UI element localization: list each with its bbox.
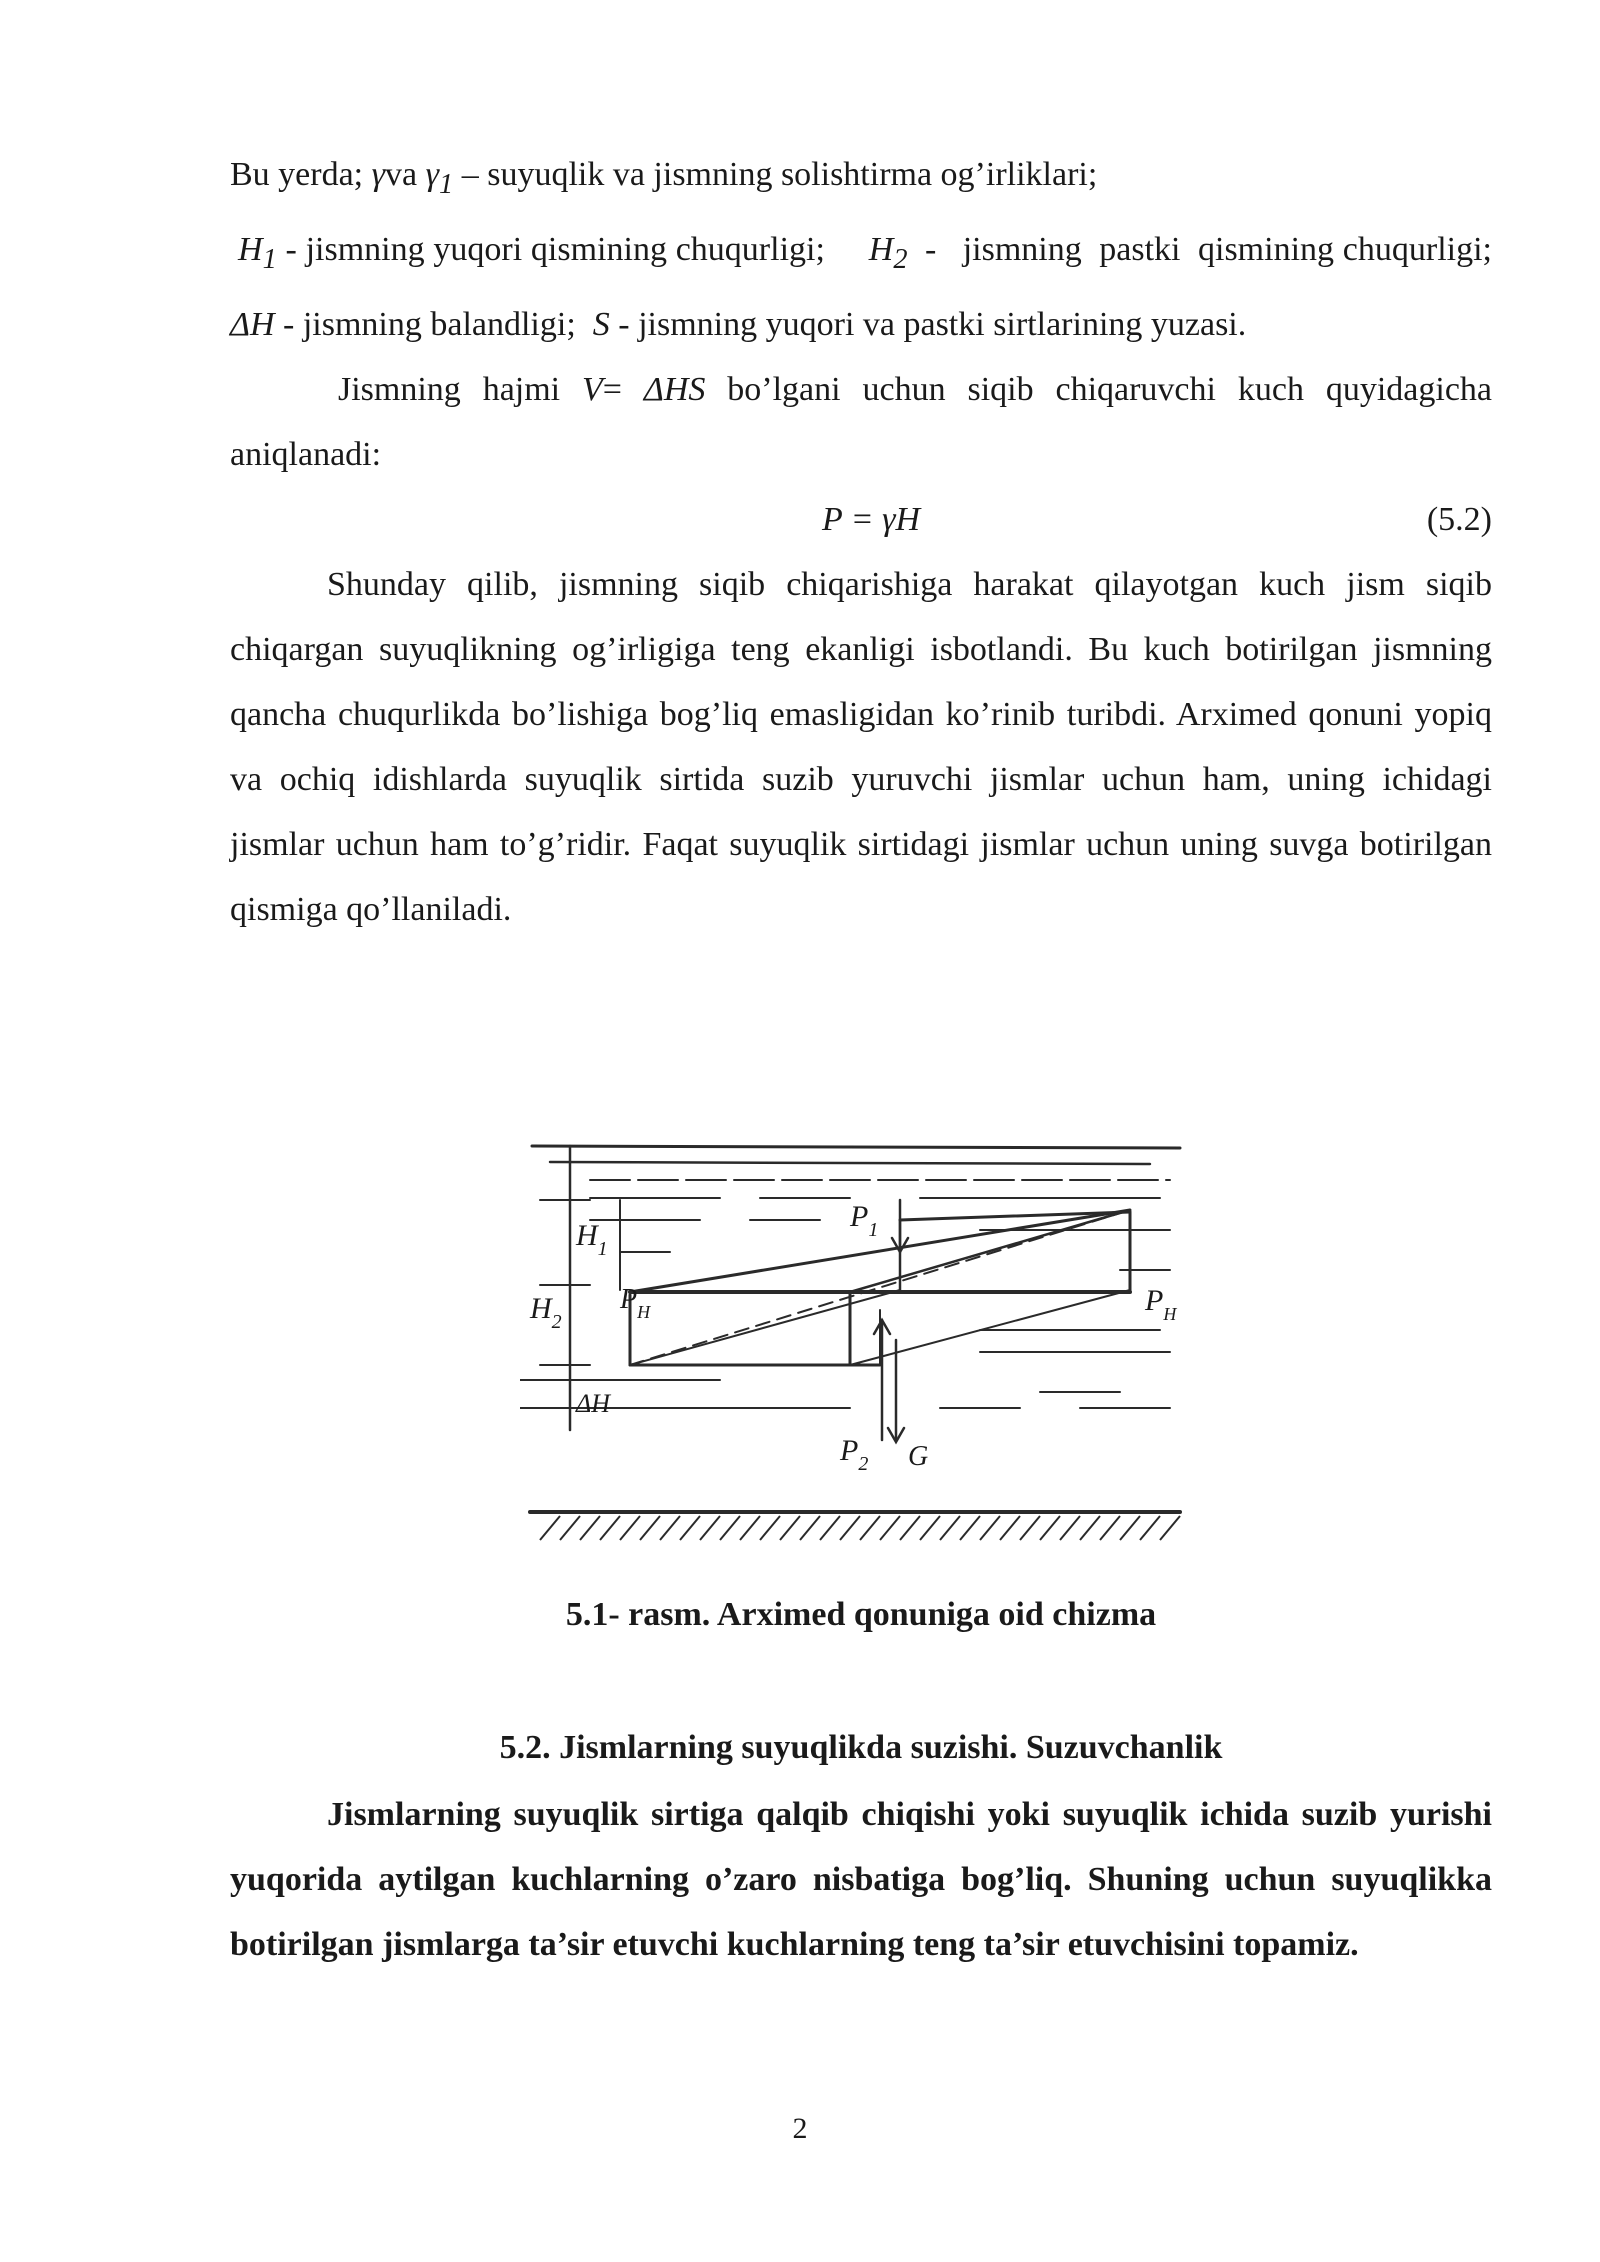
definition-line-1 [230,142,1492,217]
page-number: 2 [792,2112,808,2145]
label-g: G [908,1441,929,1472]
pressure-diagram-line [630,1210,1130,1292]
s-symbol: S [592,305,610,343]
text-span: Bu yerda; [230,156,372,193]
label-delta-h: ΔH [576,1389,611,1418]
label-pr: $P_H$ [1145,1284,1177,1324]
paragraph-archimedes: Shunday qilib, jismning siqib chiqarishiga harakat qilayotgan kuch jism siqib chiqargan suyuqlikning og’irligiga teng ekanligi isbotlandi. Bu kuch botirilgan jismning qancha chuqurlikda bo’lishiga bog’liq emasligidan ko’rinib turibdi. Arximed qonuni yopiq va ochiq idishlarda suyuqlik sirtida suzib yuruvchi jismlar uchun ham, uning ichidagi jismlar uchun ham to’g’ridir. Faqat suyuqlik sirtidagi jismlar uchun uning suvga botirilgan qismiga qo’llaniladi. [230,565,1492,928]
label-p2: $P_2$ [840,1434,869,1475]
h2-symbol [868,230,908,275]
pressure-diagram-line [850,1290,1130,1365]
h1-symbol [238,230,277,275]
text-span: - jismning pastki qismining chuqurligi; [907,230,1526,268]
definition-line-2 [230,217,1526,357]
pressure-diagram-line [630,1290,900,1365]
gamma1-symbol [425,156,454,200]
text-span: Jismning hajmi [338,370,583,408]
label-h1: $H_1$ [576,1219,608,1260]
text-span: = [602,370,644,408]
gamma-symbol: γ [371,156,386,193]
label-ph: $P_H$ [620,1284,651,1322]
text-span: - jismning yuqori qismining chuqurligi; [276,230,869,268]
text-span: - jismning yuqori va pastki sirtlarining yuzasi. [609,305,1247,343]
h-char: H [868,230,894,268]
label-h2: $H_2$ [530,1292,562,1333]
text-span: – suyuqlik va jismning solishtirma og’irliklari; [453,156,1098,193]
formula-row [230,487,1492,552]
subscript: 1 [439,168,454,200]
text-span: va [385,156,426,193]
text-span: bo’lgani uchun siqib chiqaruvchi kuch quyidagicha aniqlanadi: [230,370,1492,473]
v-symbol: V [582,370,603,408]
definitions-block [230,142,1526,942]
delta-hs-symbol: ΔHS [643,370,706,408]
bold-paragraph-block [230,1782,1492,1977]
equation-number: (5.2) [1426,500,1492,538]
subscript: 2 [893,243,908,275]
archimedes-figure [520,1140,1190,1570]
section-heading: 5.2. Jismlarning suyuqlikda suzishi. Suzuvchanlik [499,1729,1223,1766]
label-p1: $P_1$ [850,1200,879,1241]
h-char: H [238,230,263,268]
text-span: - jismning balandligi; [274,305,593,343]
pressure-diagram-line [850,1210,1130,1292]
volume-sentence [230,357,1492,487]
formula: P = γH [822,500,921,538]
water-surface-line [532,1146,1180,1148]
delta-h-symbol: ΔH [230,305,275,343]
water-line [550,1162,1150,1164]
bold-paragraph: Jismlarning suyuqlik sirtiga qalqib chiqishi yoki suyuqlik ichida suzib yurishi yuqorida aytilgan kuchlarning o’zaro nisbatiga bog’liq. Shuning uchun suyuqlikka botirilgan jismlarga ta’sir etuvchi kuchlarning teng ta’sir etuvchisini topamiz. [230,1796,1492,1963]
figure-caption: 5.1- rasm. Arximed qonuniga oid chizma [565,1596,1157,1633]
ground-hatching [540,1516,1180,1540]
gamma-char: γ [425,156,440,193]
subscript: 1 [262,243,277,275]
